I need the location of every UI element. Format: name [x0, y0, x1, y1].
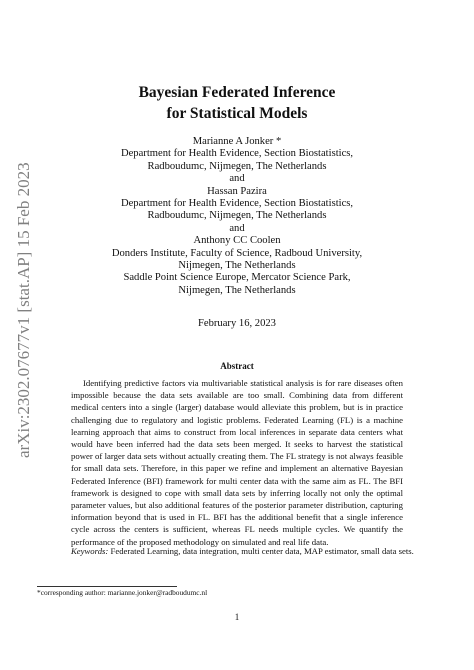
- author-block: [0, 136, 474, 297]
- author-separator: and: [229, 222, 245, 234]
- abstract-body: Identifying predictive factors via multivariable statistical analysis is for rare diseases often impossible because the data sets available are too small. Combining data from different medical centers into a single (larger) database would alleviate this problem, but is in practice challenging due to regulatory and logistic problems. Federated Learning (FL) is a machine learning approach that aims to construct from local inferences in separate data centers what would have been inferred had the data sets been merged. It seeks to harvest the statistical power of larger data sets without actually creating them. The FL strategy is not always feasible for small data sets. Therefore, in this paper we refine and implement an alternative Bayesian Federated Inference (BFI) framework for multi center data with the same aim as FL. The BFI framework is designed to cope with small data sets by inferring locally not only the optimal parameter values, but also additional features of the posterior parameter distribution, capturing information beyond that is used in FL. BFI has the additional benefit that a single inference cycle across the centers is sufficient, whereas FL needs multiple cycles. We quantify the performance of the proposed methodology on simulated and real life data.: [71, 378, 403, 547]
- abstract-heading: Abstract: [220, 361, 254, 371]
- affiliation-line: Nijmegen, The Netherlands: [178, 260, 296, 272]
- corresponding-author-footnote: *corresponding author: marianne.jonker@radboudumc.nl: [37, 588, 208, 597]
- publication-date: February 16, 2023: [198, 318, 276, 329]
- affiliation-line: Nijmegen, The Netherlands: [178, 284, 296, 296]
- affiliation-line: Donders Institute, Faculty of Science, Radboud University,: [111, 247, 363, 259]
- keywords-line: [71, 545, 414, 557]
- affiliation-line: Department for Health Evidence, Section Biostatistics,: [120, 198, 354, 210]
- affiliation-line: Department for Health Evidence, Section Biostatistics,: [120, 148, 354, 160]
- paper-title-line-2: for Statistical Models: [166, 105, 308, 122]
- author-separator: and: [229, 173, 245, 185]
- keywords-text: Federated Learning, data integration, multi center data, MAP estimator, small data sets.: [110, 546, 414, 556]
- author-line: Marianne A Jonker *: [192, 136, 282, 147]
- footnote-divider: [37, 586, 177, 587]
- paper-title: [0, 82, 474, 124]
- paper-title-line-1: Bayesian Federated Inference: [138, 84, 336, 101]
- keywords-label: Keywords:: [71, 546, 109, 556]
- page-number: 1: [234, 612, 240, 622]
- author-line: Hassan Pazira: [207, 185, 267, 197]
- affiliation-line: Radboudumc, Nijmegen, The Netherlands: [147, 210, 327, 222]
- arxiv-identifier-stamp: arXiv:2302.07677v1 [stat.AP] 15 Feb 2023: [14, 162, 33, 458]
- author-line: Anthony CC Coolen: [193, 235, 281, 247]
- affiliation-line: Radboudumc, Nijmegen, The Netherlands: [147, 160, 327, 172]
- affiliation-line: Saddle Point Science Europe, Mercator Science Park,: [123, 272, 351, 284]
